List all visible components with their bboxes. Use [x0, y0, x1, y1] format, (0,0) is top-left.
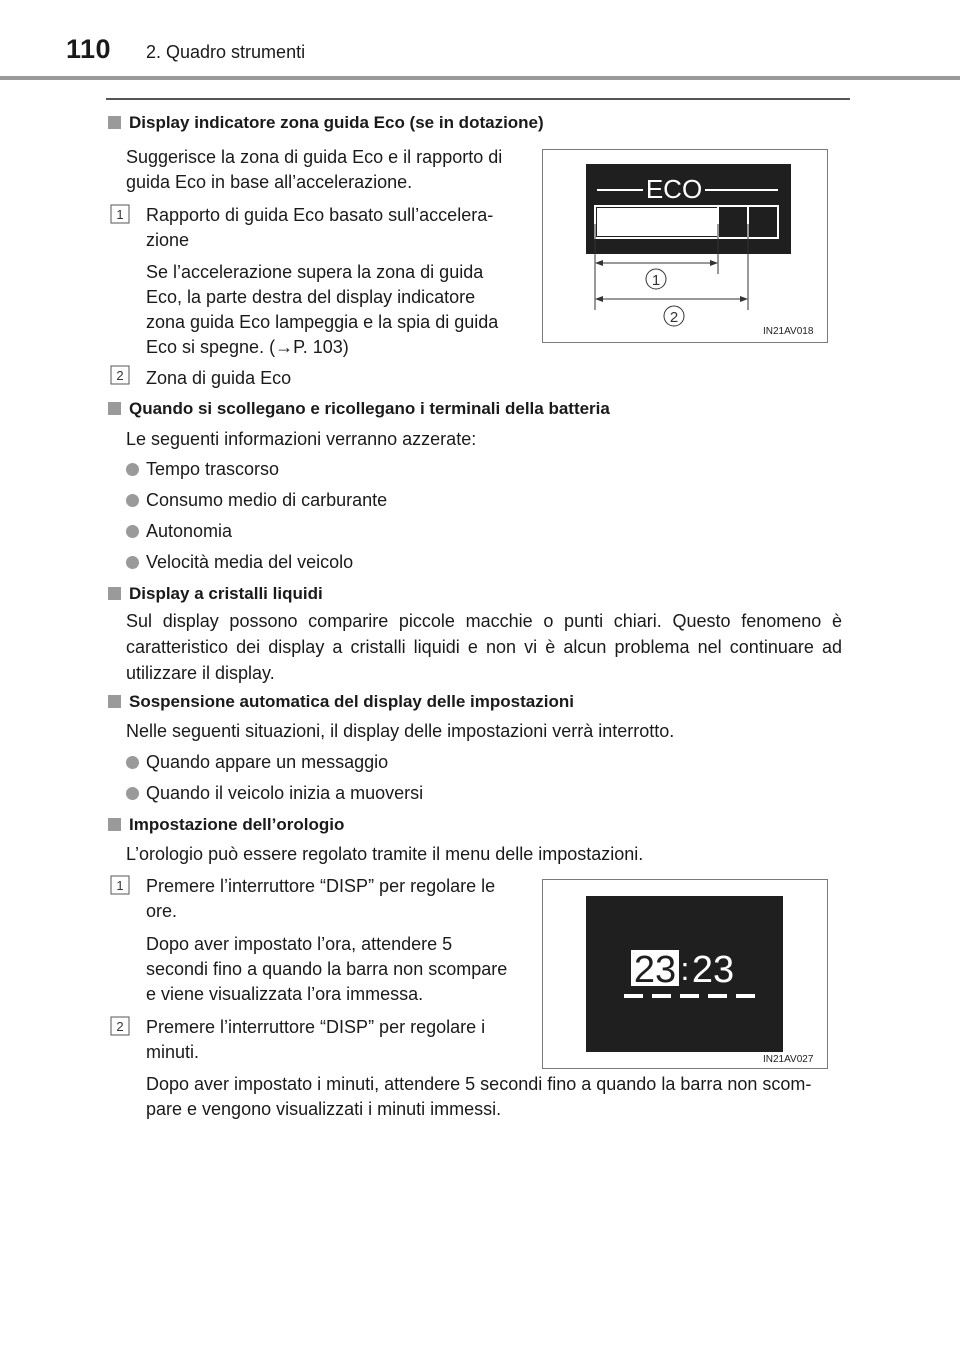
- eco-intro-line2: guida Eco in base all’accelerazione.: [126, 172, 413, 192]
- eco-item1-line1: Rapporto di guida Eco basato sull’accelera-: [146, 205, 494, 225]
- battery-intro: Le seguenti informazioni verranno azzerate:: [126, 429, 477, 449]
- bullet-icon: [126, 556, 139, 569]
- list-item: Quando appare un messaggio: [126, 750, 388, 775]
- list-item: Autonomia: [126, 519, 232, 544]
- section-heading-lcd: Display a cristalli liquidi: [108, 582, 323, 606]
- svg-text:1: 1: [116, 207, 124, 222]
- clock-step2-line2: minuti.: [146, 1042, 200, 1062]
- svg-text:2: 2: [116, 368, 124, 383]
- clock-step1-desc-line2: secondi fino a quando la barra non scompare: [146, 959, 508, 979]
- square-bullet-icon: [108, 402, 121, 415]
- svg-text:2: 2: [669, 309, 679, 326]
- eco-item1-desc-line4: Eco si spegne. (→P. 103): [146, 337, 349, 357]
- eco-item1-desc-line2: Eco, la parte destra del display indicatore: [146, 287, 476, 307]
- clock-intro: L’orologio può essere regolato tramite il menu delle impostazioni.: [126, 844, 644, 864]
- clock-step1-desc-line1: Dopo aver impostato l’ora, attendere 5: [146, 934, 453, 954]
- list-item: Quando il veicolo inizia a muoversi: [126, 781, 423, 806]
- clock-step2-desc-line2: pare e vengono visualizzati i minuti immessi.: [146, 1099, 502, 1119]
- clock-step1-desc-line3: e viene visualizzata l’ora immessa.: [146, 984, 424, 1004]
- bullet-icon: [126, 787, 139, 800]
- svg-text:1: 1: [651, 272, 661, 289]
- square-bullet-icon: [108, 695, 121, 708]
- section-heading-eco: Display indicatore zona guida Eco (se in dotazione): [108, 111, 544, 135]
- eco-label: ECO: [645, 174, 703, 204]
- step-number-1-icon: [110, 875, 130, 895]
- square-bullet-icon: [108, 587, 121, 600]
- eco-indicator-figure: [542, 149, 828, 343]
- figure-id: IN21AV018: [763, 326, 814, 337]
- chapter-title: 2. Quadro strumenti: [146, 42, 306, 62]
- header-rule: [0, 76, 960, 80]
- clock-step2-line1: Premere l’interruttore “DISP” per regolare i: [146, 1017, 486, 1037]
- svg-text:1: 1: [116, 878, 124, 893]
- section-rule: [106, 98, 850, 100]
- page-number: 110: [66, 34, 112, 64]
- section-heading-clock: Impostazione dell’orologio: [108, 813, 344, 837]
- step-number-1-icon: [110, 204, 130, 224]
- clock-separator: :: [680, 951, 690, 987]
- section-heading-suspension: Sospensione automatica del display delle impostazioni: [108, 690, 574, 714]
- suspension-intro: Nelle seguenti situazioni, il display delle impostazioni verrà interrotto.: [126, 721, 675, 741]
- clock-hours: 23: [633, 949, 677, 991]
- clock-step1-line2: ore.: [146, 901, 178, 921]
- clock-step2-desc-line1: Dopo aver impostato i minuti, attendere 5 secondi fino a quando la barra non scom-: [146, 1074, 812, 1094]
- clock-step1-line1: Premere l’interruttore “DISP” per regolare le: [146, 876, 496, 896]
- clock-display-illustration: [543, 880, 827, 1068]
- eco-item1-desc-line3: zona guida Eco lampeggia e la spia di guida: [146, 312, 499, 332]
- list-item: Velocità media del veicolo: [126, 550, 353, 575]
- step-number-2-icon: [110, 365, 130, 385]
- eco-indicator-illustration: [543, 150, 827, 342]
- clock-figure: [542, 879, 828, 1069]
- svg-text:2: 2: [116, 1019, 124, 1034]
- step-number-2-icon: [110, 1016, 130, 1036]
- bullet-icon: [126, 463, 139, 476]
- square-bullet-icon: [108, 818, 121, 831]
- list-item: Tempo trascorso: [126, 457, 279, 482]
- eco-item2-text: Zona di guida Eco: [146, 368, 292, 388]
- bullet-icon: [126, 494, 139, 507]
- bullet-icon: [126, 525, 139, 538]
- bullet-icon: [126, 756, 139, 769]
- list-item: Consumo medio di carburante: [126, 488, 387, 513]
- square-bullet-icon: [108, 116, 121, 129]
- eco-intro-line1: Suggerisce la zona di guida Eco e il rapporto di: [126, 147, 503, 167]
- lcd-body: Sul display possono comparire piccole macchie o punti chiari. Questo fenomeno è caratteristico dei display a cristalli liquidi e non vi è alcun problema nel continuare ad utilizzare il display.: [126, 611, 842, 683]
- figure-id: IN21AV027: [763, 1054, 814, 1065]
- page-header: [0, 0, 960, 80]
- eco-item1-desc-line1: Se l’accelerazione supera la zona di guida: [146, 262, 484, 282]
- clock-minutes: 23: [691, 949, 735, 991]
- section-heading-battery: Quando si scollegano e ricollegano i terminali della batteria: [108, 397, 610, 421]
- eco-item1-line2: zione: [146, 230, 190, 250]
